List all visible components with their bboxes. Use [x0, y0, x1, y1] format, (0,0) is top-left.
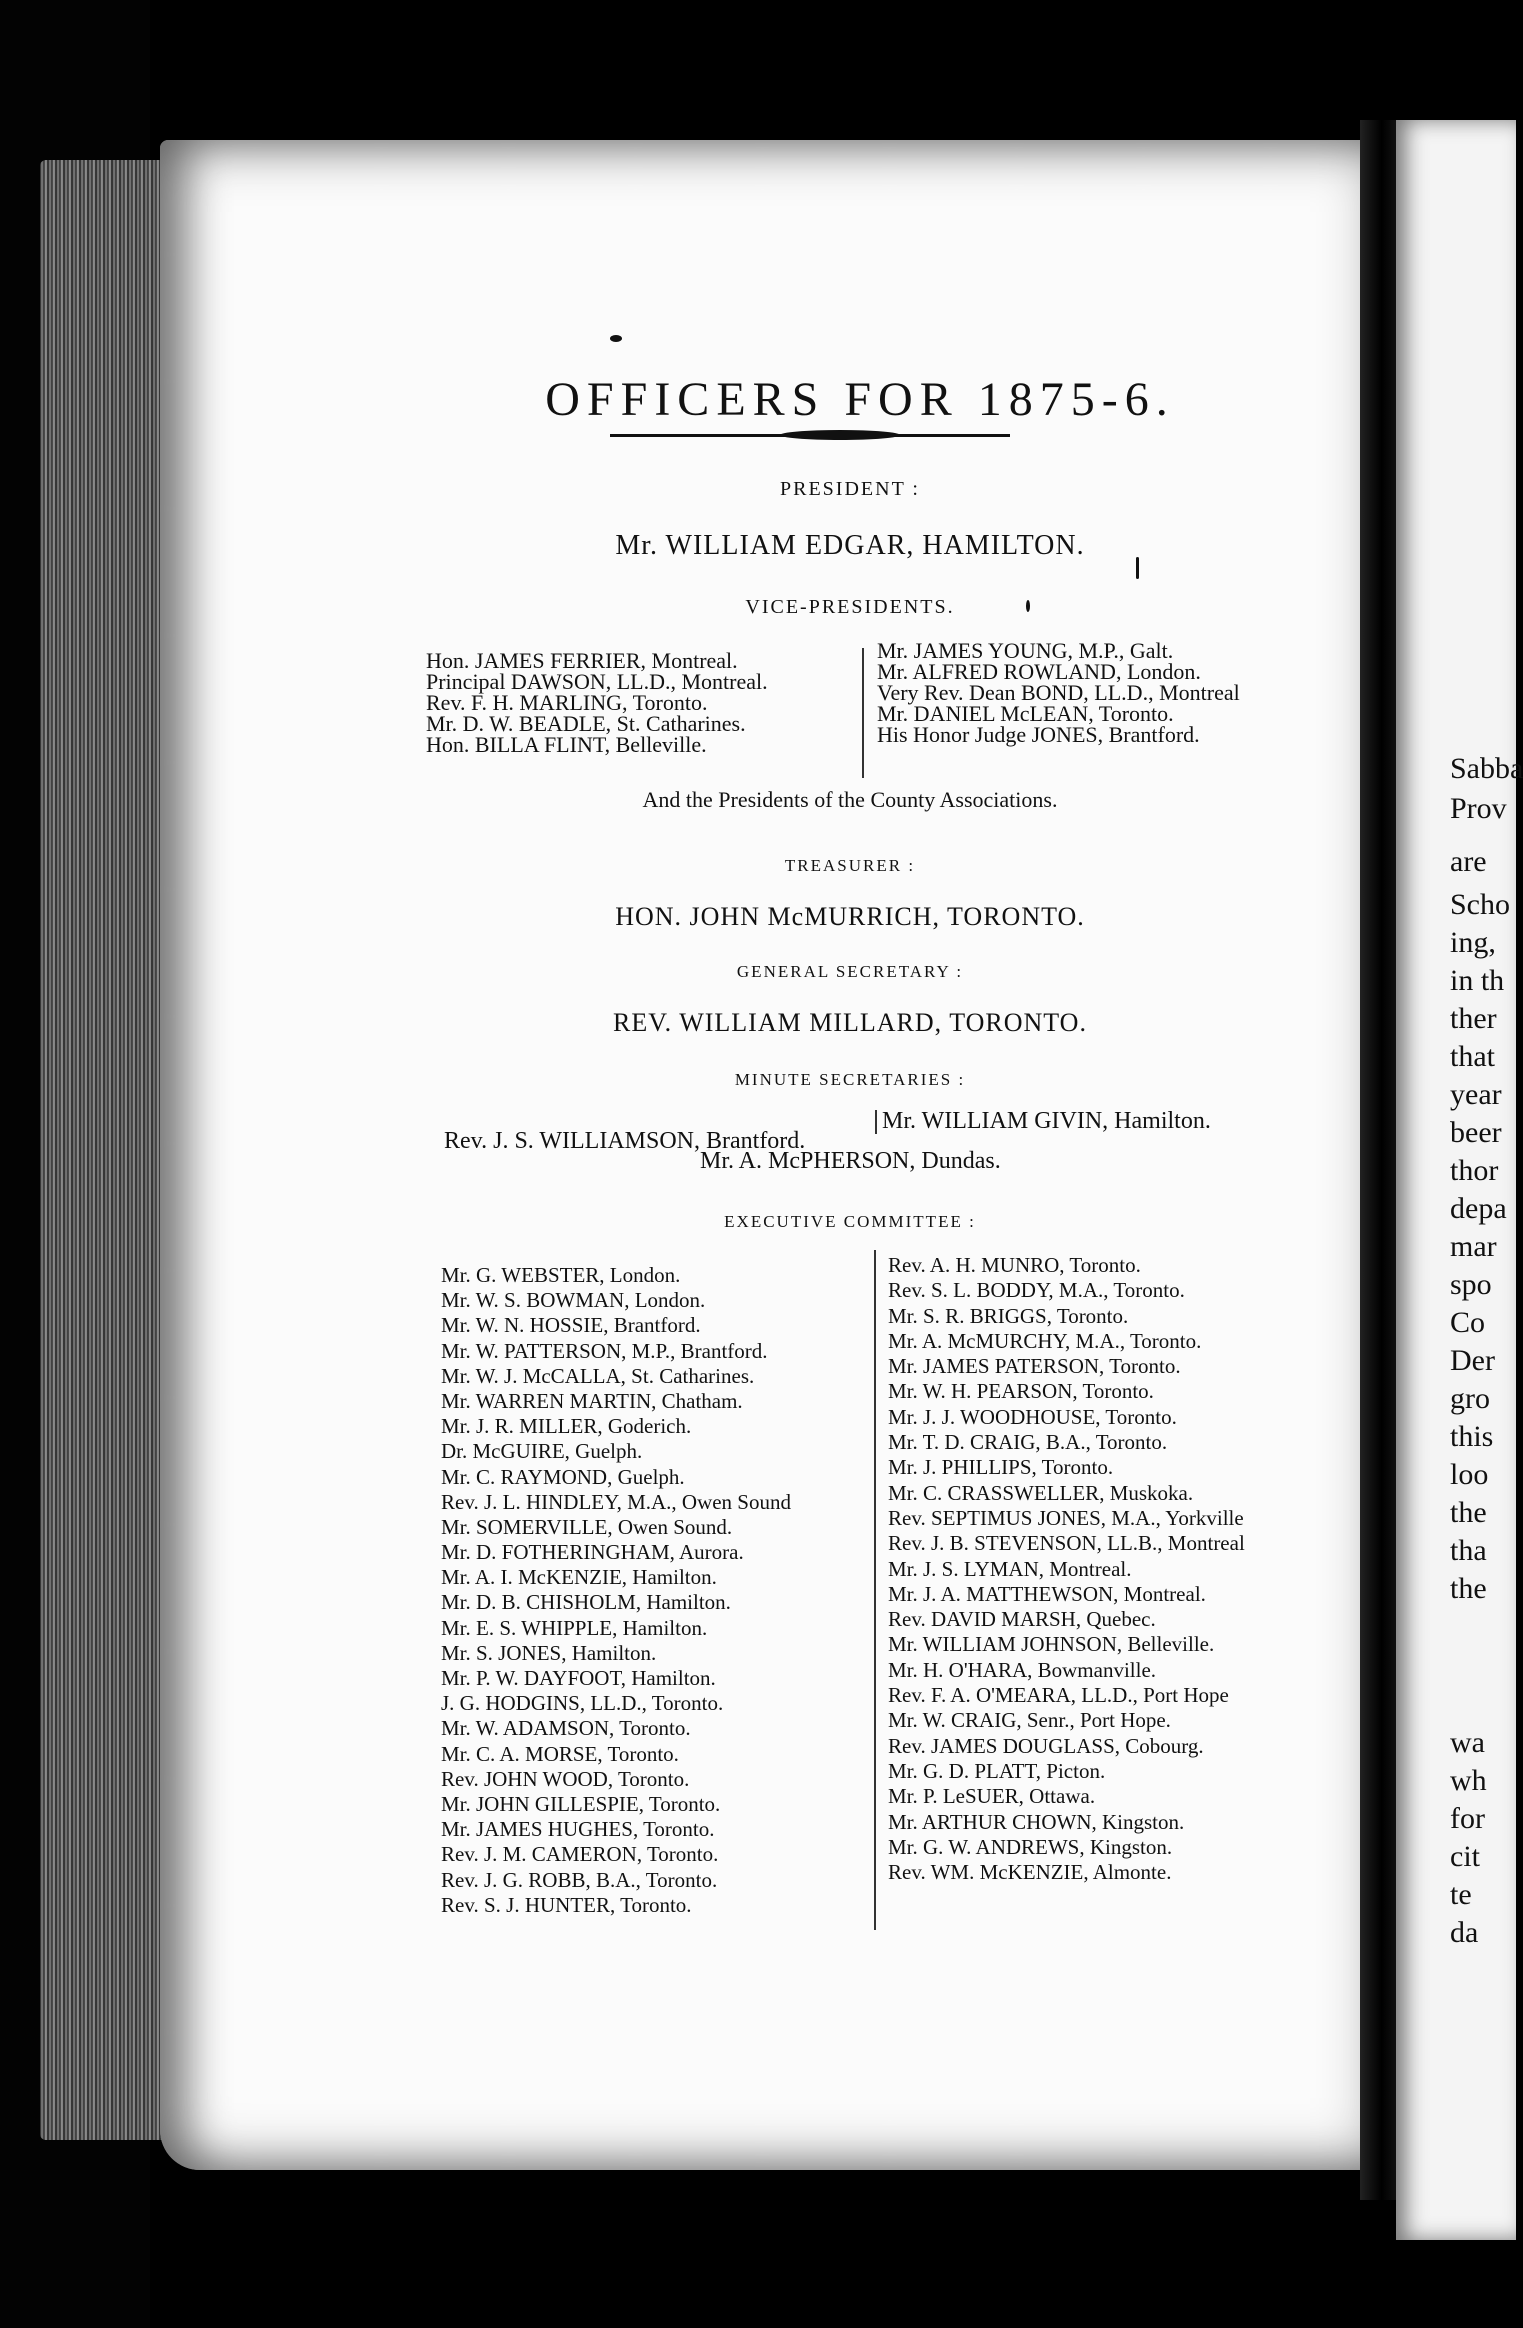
right-page-fragment: thor — [1450, 1154, 1499, 1187]
list-item: Mr. SOMERVILLE, Owen Sound. — [441, 1514, 733, 1539]
list-item: Mr. J. PHILLIPS, Toronto. — [888, 1455, 1114, 1480]
list-item: Mr. JOHN GILLESPIE, Toronto. — [441, 1791, 721, 1816]
list-item: Mr. H. O'HARA, Bowmanville. — [888, 1657, 1157, 1682]
list-item: Mr. JAMES HUGHES, Toronto. — [441, 1817, 715, 1842]
list-item: Rev. J. B. STEVENSON, LL.B., Montreal — [888, 1531, 1245, 1556]
executive-committee-left-list — [441, 1263, 791, 1918]
list-item: Mr. A. McMURCHY, M.A., Toronto. — [888, 1328, 1202, 1353]
list-item: Mr. G. W. ANDREWS, Kingston. — [888, 1834, 1173, 1859]
right-page-fragment: this — [1450, 1420, 1494, 1453]
list-item: Mr. J. A. MATTHEWSON, Montreal. — [888, 1581, 1206, 1606]
right-page-fragment: gro — [1450, 1382, 1490, 1415]
list-item: Mr. E. S. WHIPPLE, Hamilton. — [441, 1615, 708, 1640]
treasurer-name: HON. JOHN McMURRICH, TORONTO. — [615, 902, 1085, 931]
list-item: Mr. WARREN MARTIN, Chatham. — [441, 1388, 743, 1413]
president-heading: PRESIDENT : — [780, 478, 920, 500]
vice-presidents-right-list — [877, 640, 1240, 745]
list-item: Rev. SEPTIMUS JONES, M.A., Yorkville — [888, 1505, 1244, 1530]
right-page-fragment: Scho — [1450, 888, 1510, 921]
list-item: Mr. JAMES YOUNG, M.P., Galt. — [877, 638, 1174, 663]
vice-presidents-footer: And the Presidents of the County Associations. — [642, 787, 1058, 812]
column-divider — [874, 1250, 876, 1930]
right-page-fragment: Co — [1450, 1306, 1486, 1339]
right-page-fragment: for — [1450, 1802, 1485, 1835]
list-item: Mr. W. N. HOSSIE, Brantford. — [441, 1313, 701, 1338]
page-edges — [40, 160, 180, 2140]
minute-secretary-3: Mr. A. McPHERSON, Dundas. — [700, 1148, 1001, 1174]
list-item: Rev. JOHN WOOD, Toronto. — [441, 1766, 690, 1791]
vice-presidents-left-list — [426, 650, 768, 755]
list-item: Rev. F. H. MARLING, Toronto. — [426, 690, 708, 715]
right-page-fragment: loo — [1450, 1458, 1489, 1491]
list-item: Mr. JAMES PATERSON, Toronto. — [888, 1354, 1181, 1379]
list-item: Mr. W. H. PEARSON, Toronto. — [888, 1379, 1154, 1404]
list-item: Rev. S. L. BODDY, M.A., Toronto. — [888, 1278, 1185, 1303]
list-item: Rev. S. J. HUNTER, Toronto. — [441, 1892, 692, 1917]
right-page-fragment: mar — [1450, 1230, 1497, 1263]
right-page-fragment: spo — [1450, 1268, 1492, 1301]
right-page-fragment: depa — [1450, 1192, 1507, 1225]
minute-secretary-2: Mr. WILLIAM GIVIN, Hamilton. — [882, 1108, 1211, 1134]
list-item: Mr. W. S. BOWMAN, London. — [441, 1288, 706, 1313]
list-item: Mr. W. CRAIG, Senr., Port Hope. — [888, 1708, 1171, 1733]
minute-secretaries-heading: MINUTE SECRETARIES : — [734, 1070, 966, 1089]
right-page-fragment: Prov — [1450, 792, 1507, 825]
list-item: Mr. S. R. BRIGGS, Toronto. — [888, 1303, 1129, 1328]
list-item: Rev. A. H. MUNRO, Toronto. — [888, 1253, 1141, 1277]
list-item: Mr. W. ADAMSON, Toronto. — [441, 1716, 691, 1741]
list-item: Mr. DANIEL McLEAN, Toronto. — [877, 701, 1174, 726]
list-item: J. G. HODGINS, LL.D., Toronto. — [441, 1691, 724, 1716]
list-item: Mr. P. W. DAYFOOT, Hamilton. — [441, 1666, 716, 1690]
list-item: Rev. F. A. O'MEARA, LL.D., Port Hope — [888, 1683, 1229, 1708]
list-item: Mr. WILLIAM JOHNSON, Belleville. — [888, 1632, 1215, 1657]
right-page-fragment: da — [1450, 1916, 1479, 1949]
vice-presidents-heading: VICE-PRESIDENTS. — [745, 596, 955, 618]
ink-speck — [610, 335, 622, 342]
executive-committee-right-list — [888, 1253, 1245, 1885]
list-item: Mr. D. W. BEADLE, St. Catharines. — [426, 711, 746, 736]
right-page-fragment: the — [1450, 1496, 1487, 1529]
right-page-fragment: year — [1450, 1078, 1502, 1111]
list-item: His Honor Judge JONES, Brantford. — [877, 722, 1200, 747]
right-page-fragment: Der — [1450, 1344, 1495, 1377]
list-item: Mr. G. D. PLATT, Picton. — [888, 1758, 1106, 1783]
list-item: Mr. ALFRED ROWLAND, London. — [877, 659, 1201, 684]
list-item: Hon. JAMES FERRIER, Montreal. — [426, 648, 738, 673]
list-item: Mr. S. JONES, Hamilton. — [441, 1640, 657, 1665]
list-item: Dr. McGUIRE, Guelph. — [441, 1439, 643, 1464]
list-item: Mr. J. S. LYMAN, Montreal. — [888, 1556, 1132, 1581]
right-page-fragment: ing, — [1450, 926, 1496, 959]
list-item: Mr. C. RAYMOND, Guelph. — [441, 1464, 685, 1489]
list-item: Mr. D. B. CHISHOLM, Hamilton. — [441, 1590, 731, 1615]
list-item: Mr. C. A. MORSE, Toronto. — [441, 1741, 679, 1766]
list-item: Principal DAWSON, LL.D., Montreal. — [426, 669, 768, 694]
list-item: Mr. D. FOTHERINGHAM, Aurora. — [441, 1540, 744, 1565]
general-secretary-name: REV. WILLIAM MILLARD, TORONTO. — [613, 1008, 1087, 1037]
right-page-fragment: wh — [1450, 1764, 1487, 1797]
book-gutter — [1360, 120, 1396, 2200]
list-item: Mr. T. D. CRAIG, B.A., Toronto. — [888, 1430, 1168, 1455]
president-name: Mr. WILLIAM EDGAR, HAMILTON. — [615, 530, 1085, 561]
list-item: Rev. J. G. ROBB, B.A., Toronto. — [441, 1867, 718, 1892]
executive-committee-heading: EXECUTIVE COMMITTEE : — [724, 1212, 976, 1231]
right-page-fragment: cit — [1450, 1840, 1480, 1873]
right-page-fragment: that — [1450, 1040, 1495, 1073]
right-page-fragment: wa — [1450, 1726, 1485, 1759]
title-rule-ornament — [780, 430, 900, 440]
list-item: Mr. C. CRASSWELLER, Muskoka. — [888, 1480, 1194, 1505]
right-page-fragment: the — [1450, 1572, 1487, 1605]
right-page-fragment: beer — [1450, 1116, 1502, 1149]
list-item: Rev. JAMES DOUGLASS, Cobourg. — [888, 1733, 1204, 1758]
right-page-fragment: in th — [1450, 964, 1505, 997]
minute-secretary-1: Rev. J. S. WILLIAMSON, Brantford. — [444, 1128, 806, 1154]
column-divider — [875, 1110, 877, 1134]
list-item: Mr. ARTHUR CHOWN, Kingston. — [888, 1809, 1185, 1834]
right-page-fragment: Sabba — [1450, 752, 1523, 785]
list-item: Mr. A. I. McKENZIE, Hamilton. — [441, 1565, 717, 1590]
list-item: Rev. DAVID MARSH, Quebec. — [888, 1607, 1156, 1632]
list-item: Rev. WM. McKENZIE, Almonte. — [888, 1860, 1172, 1885]
right-page-fragment: ther — [1450, 1002, 1497, 1035]
right-page-fragment: tha — [1450, 1534, 1487, 1567]
list-item: Rev. J. M. CAMERON, Toronto. — [441, 1842, 719, 1867]
right-page-fragment: are — [1450, 845, 1487, 878]
list-item: Very Rev. Dean BOND, LL.D., Montreal — [877, 680, 1240, 705]
column-divider — [862, 648, 864, 778]
list-item: Mr. W. J. McCALLA, St. Catharines. — [441, 1363, 755, 1388]
list-item: Mr. W. PATTERSON, M.P., Brantford. — [441, 1338, 768, 1363]
list-item: Mr. J. J. WOODHOUSE, Toronto. — [888, 1404, 1177, 1429]
list-item: Mr. G. WEBSTER, London. — [441, 1263, 681, 1287]
list-item: Rev. J. L. HINDLEY, M.A., Owen Sound — [441, 1489, 791, 1514]
right-page-fragment: te — [1450, 1878, 1472, 1911]
treasurer-heading: TREASURER : — [784, 856, 916, 875]
general-secretary-heading: GENERAL SECRETARY : — [736, 962, 964, 981]
list-item: Mr. P. LeSUER, Ottawa. — [888, 1784, 1096, 1809]
list-item: Hon. BILLA FLINT, Belleville. — [426, 732, 707, 757]
page-title: OFFICERS FOR 1875-6. — [545, 373, 1175, 426]
list-item: Mr. J. R. MILLER, Goderich. — [441, 1414, 692, 1439]
